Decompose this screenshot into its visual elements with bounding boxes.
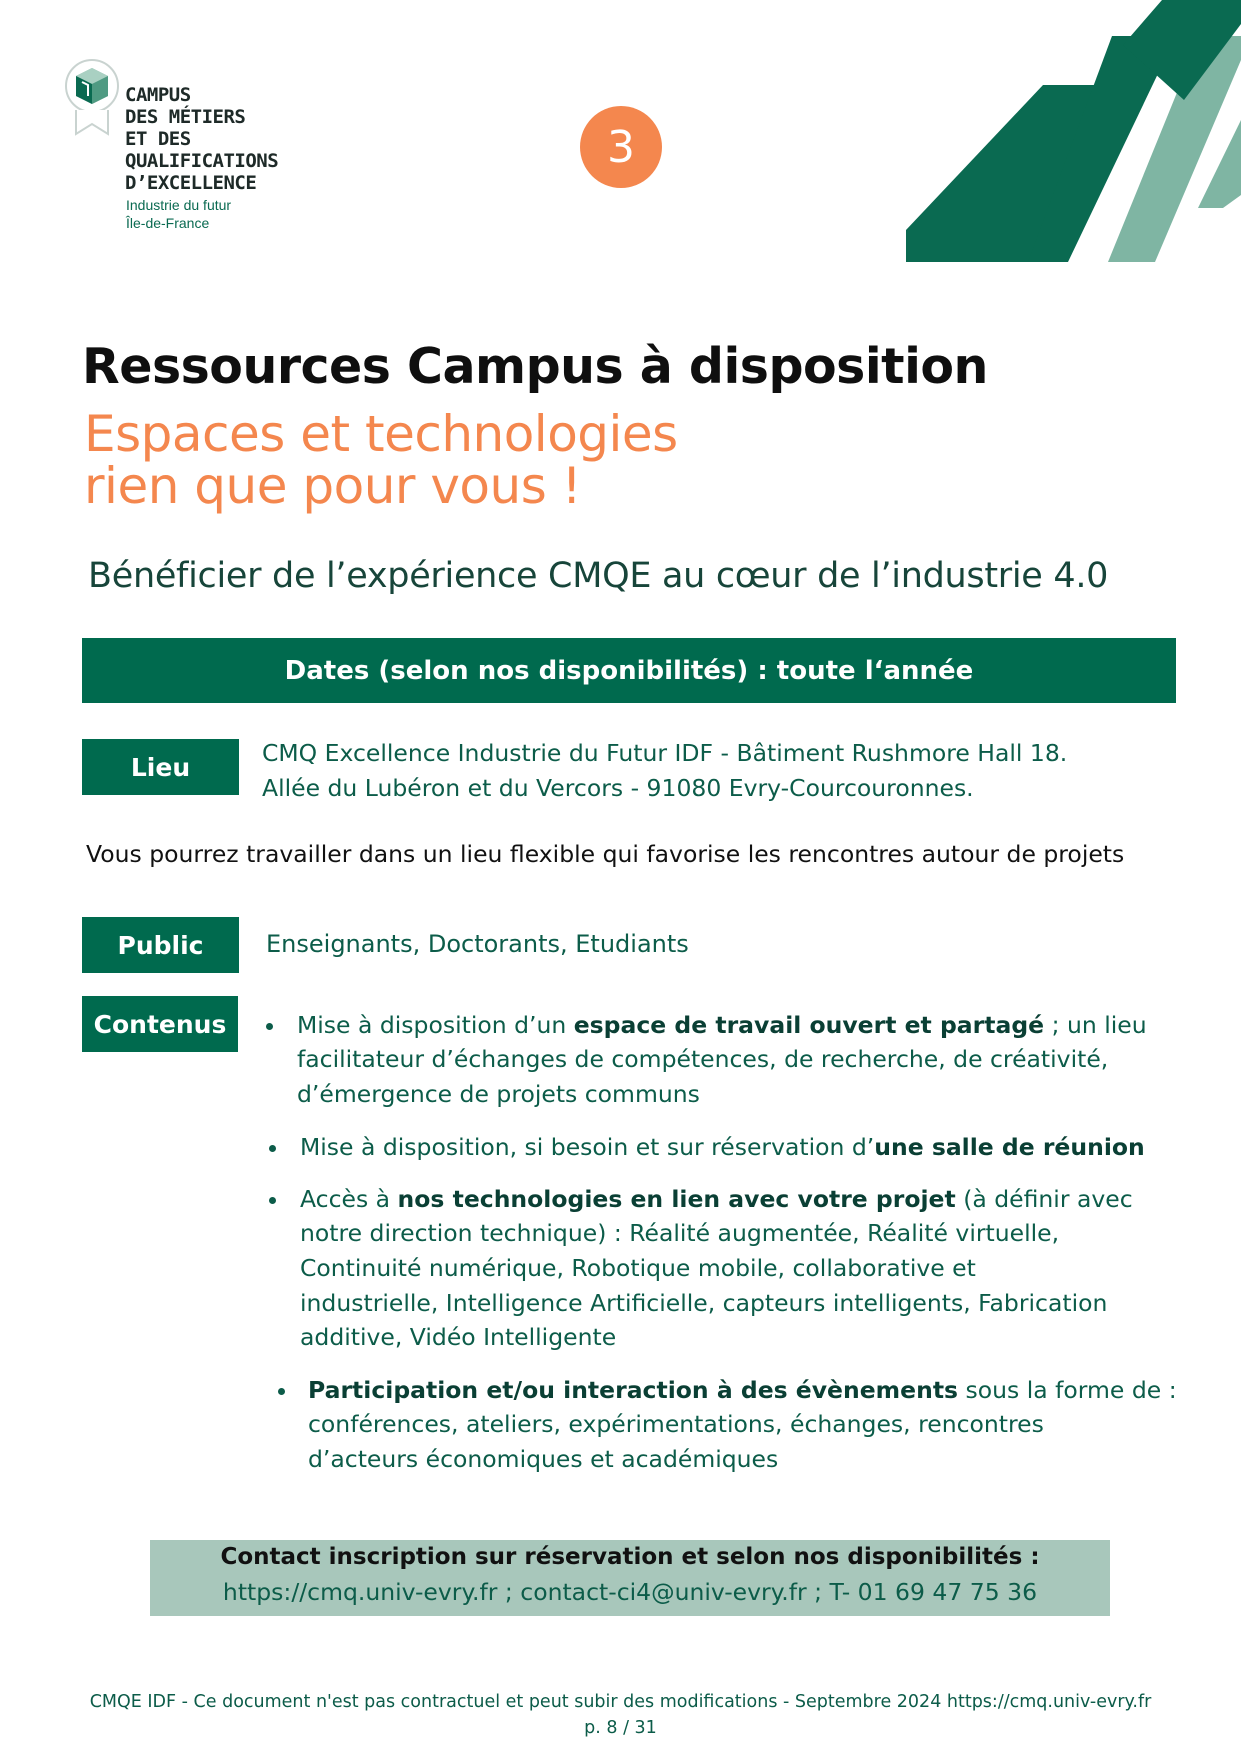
item-line: facilitateur d’échanges de compétences, de recherche, de créativité, [297, 1045, 1109, 1073]
item-line: notre direction technique) : Réalité augmentée, Réalité virtuelle, [300, 1219, 1060, 1247]
decorative-stripes [900, 0, 1241, 262]
bullet-dot [266, 1023, 273, 1030]
contact-details[interactable]: https://cmq.univ-evry.fr ; contact-ci4@univ-evry.fr ; T- 01 69 47 75 36 [222, 1578, 1038, 1606]
item-line [300, 1182, 1133, 1217]
text-span: ; un lieu [1044, 1011, 1147, 1039]
logo-line: ET DES [125, 128, 191, 150]
bullet-dot [269, 1145, 276, 1152]
item-line: Continuité numérique, Robotique mobile, collaborative et [300, 1254, 976, 1282]
lieu-address [262, 736, 1067, 806]
public-label: Public [82, 917, 239, 973]
logo-line: DES MÉTIERS [125, 106, 246, 128]
page-title: Ressources Campus à disposition [82, 338, 988, 395]
bold-span: une salle de réunion [874, 1133, 1145, 1161]
text-span: Mise à disposition, si besoin et sur réservation d’ [300, 1133, 875, 1161]
logo-line: QUALIFICATIONS [125, 150, 279, 172]
lieu-label: Lieu [82, 739, 239, 795]
text-span: Accès à [300, 1185, 398, 1213]
logo-sub-line: Île-de-France [126, 215, 210, 231]
item-line: additive, Vidéo Intelligente [300, 1323, 617, 1351]
item-line [297, 1008, 1147, 1043]
logo-line: D’EXCELLENCE [125, 172, 257, 194]
page-number: p. 8 / 31 [584, 1718, 657, 1738]
item-line: d’acteurs économiques et académiques [308, 1445, 779, 1473]
logo-sub-line: Industrie du futur [126, 197, 232, 213]
public-value: Enseignants, Doctorants, Etudiants [266, 930, 689, 958]
item-line [308, 1373, 1177, 1408]
page-subtitle [84, 405, 678, 515]
dates-banner: Dates (selon nos disponibilités) : toute l‘année [82, 638, 1176, 703]
text-span: sous la forme de : [958, 1376, 1177, 1404]
item-line [300, 1130, 1145, 1165]
address-line: CMQ Excellence Industrie du Futur IDF - Bâtiment Rushmore Hall 18. [262, 739, 1068, 767]
subtitle-line: rien que pour vous ! [84, 457, 582, 515]
logo-subtitle [126, 196, 231, 232]
bullet-dot [278, 1388, 285, 1395]
flex-note: Vous pourrez travailler dans un lieu flexible qui favorise les rencontres autour de projets [86, 840, 1125, 868]
campus-logo-icon [62, 58, 124, 138]
text-span: Mise à disposition d’un [297, 1011, 574, 1039]
tagline: Bénéficier de l’expérience CMQE au cœur de l’industrie 4.0 [88, 556, 1109, 596]
bold-span: espace de travail ouvert et partagé [573, 1011, 1045, 1039]
item-line: d’émergence de projets communs [297, 1080, 700, 1108]
contenus-label: Contenus [82, 996, 238, 1052]
subtitle-line: Espaces et technologies [84, 405, 678, 463]
item-line: conférences, ateliers, expérimentations, échanges, rencontres [308, 1410, 1044, 1438]
logo-wordmark [125, 84, 278, 194]
step-number-badge: 3 [580, 106, 662, 188]
contact-box [150, 1540, 1110, 1616]
bold-span: Participation et/ou interaction à des évènements [308, 1376, 959, 1404]
contact-heading: Contact inscription sur réservation et selon nos disponibilités : [220, 1544, 1040, 1570]
text-span: (à définir avec [955, 1185, 1133, 1213]
bold-span: nos technologies en lien avec votre projet [397, 1185, 956, 1213]
footer-disclaimer: CMQE IDF - Ce document n'est pas contractuel et peut subir des modifications - Septembre 2024 https://cmq.univ-evry.fr [89, 1692, 1152, 1712]
address-line: Allée du Lubéron et du Vercors - 91080 Evry-Courcouronnes. [262, 774, 974, 802]
bullet-dot [269, 1197, 276, 1204]
item-line: industrielle, Intelligence Artificielle, capteurs intelligents, Fabrication [300, 1289, 1108, 1317]
logo-line: CAMPUS [125, 84, 191, 106]
